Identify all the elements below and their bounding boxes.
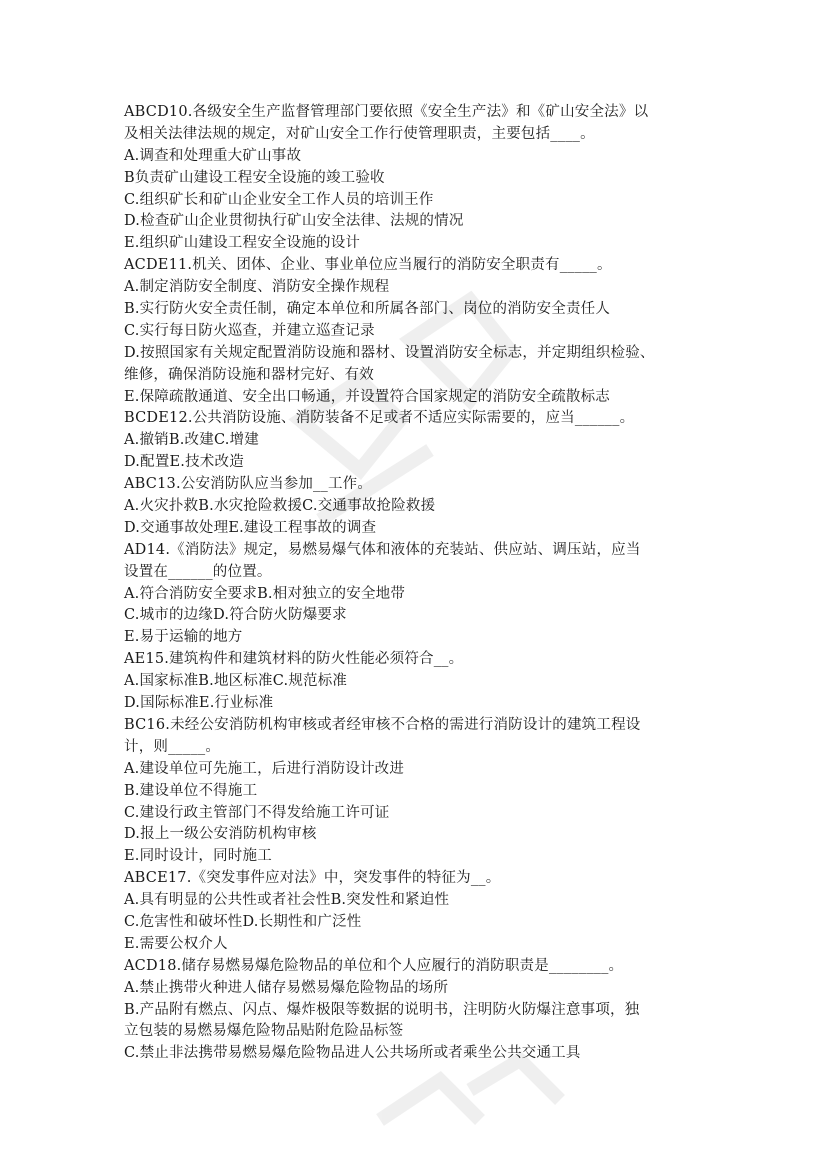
text-line: A.制定消防安全制度、消防安全操作规程 [124,279,390,296]
text-line: D.检查矿山企业贯彻执行矿山安全法律、法规的情况 [124,213,464,230]
text-line: ABCD10.各级安全生产监督管理部门要依照《安全生产法》和《矿山安全法》以 [124,104,649,120]
text-line: A.撤销B.改建C.增建 [124,432,259,449]
text-line: E.保障疏散通道、安全出口畅通，并设置符合国家规定的消防安全疏散标志 [124,388,610,405]
text-line: B.产品附有燃点、闪点、爆炸极限等数据的说明书，注明防火防爆注意事项，独 [124,1001,640,1018]
text-line: A.建设单位可先施工，后进行消防设计改进 [124,760,405,777]
text-line: C.城市的边缘D.符合防火防爆要求 [124,607,347,624]
text-line: C.组织矿长和矿山企业安全工作人员的培训王作 [124,191,434,208]
text-line: ACDE11.机关、团体、企业、事业单位应当履行的消防安全职责有_____。 [124,257,612,274]
text-line: AD14.《消防法》规定，易燃易爆气体和液体的充装站、供应站、调压站，应当 [124,541,641,558]
text-line: 维修，确保消防设施和器材完好、有效 [124,366,374,383]
text-line: ABCE17.《突发事件应对法》中，突发事件的特征为__。 [124,870,501,887]
text-line: A.禁止携带火种进人储存易燃易爆危险物品的场所 [124,979,449,996]
text-line: 及相关法律法规的规定，对矿山安全工作行使管理职责，主要包括____。 [124,125,595,142]
text-line: C.危害性和破坏性D.长期性和广泛性 [124,913,362,930]
document-body [124,102,714,1065]
text-line: B.建设单位不得施工 [124,782,258,799]
text-line: E.组织矿山建设工程安全设施的设计 [124,235,361,252]
text-line: E.易于运输的地方 [124,629,243,646]
text-line: 设置在______的位置。 [124,563,272,580]
text-line: AE15.建筑构件和建筑材料的防火性能必须符合__。 [124,651,464,668]
text-line: ABC13.公安消防队应当参加__工作。 [124,476,373,493]
text-line: A.符合消防安全要求B.相对独立的安全地带 [124,585,406,602]
text-line: A.火灾扑救B.水灾抢险救援C.交通事故抢险救援 [124,498,436,515]
text-line: A.具有明显的公共性或者社会性B.突发性和紧迫性 [124,892,450,909]
text-line: 立包装的易燃易爆危险物品贴附危险品标签 [124,1023,404,1040]
text-line: C.建设行政主管部门不得发给施工许可证 [124,804,390,821]
text-line: BCDE12.公共消防设施、消防装备不足或者不适应实际需要的，应当______。 [124,410,635,427]
text-line: D.报上一级公安消防机构审核 [124,826,317,843]
text-line: D.按照国家有关规定配置消防设施和器材、设置消防安全标志，并定期组织检验、 [124,344,655,361]
text-line: D.交通事故处理E.建设工程事故的调查 [124,519,377,536]
text-line: E.同时设计，同时施工 [124,848,272,865]
text-line: D.配置E.技术改造 [124,454,244,471]
text-line: 计，则_____。 [124,738,221,755]
text-line: A.调查和处理重大矿山事故 [124,147,302,164]
text-line: C.禁止非法携带易燃易爆危险物品进人公共场所或者乘坐公共交通工具 [124,1045,581,1062]
text-line: ACD18.储存易燃易爆危险物品的单位和个人应履行的消防职责是________。 [124,957,624,974]
text-line: B.实行防火安全责任制，确定本单位和所属各部门、岗位的消防安全责任人 [124,301,611,318]
text-line: D.国际标准E.行业标准 [124,695,274,712]
text-line: BC16.未经公安消防机构审核或者经审核不合格的需进行消防设计的建筑工程设 [124,716,641,733]
text-line: C.实行每日防火巡查，并建立巡查记录 [124,322,375,339]
text-line: E.需要公权介人 [124,935,228,952]
text-line: A.国家标准B.地区标准C.规范标准 [124,673,348,690]
text-line: B负责矿山建设工程安全设施的竣工验收 [124,169,385,186]
